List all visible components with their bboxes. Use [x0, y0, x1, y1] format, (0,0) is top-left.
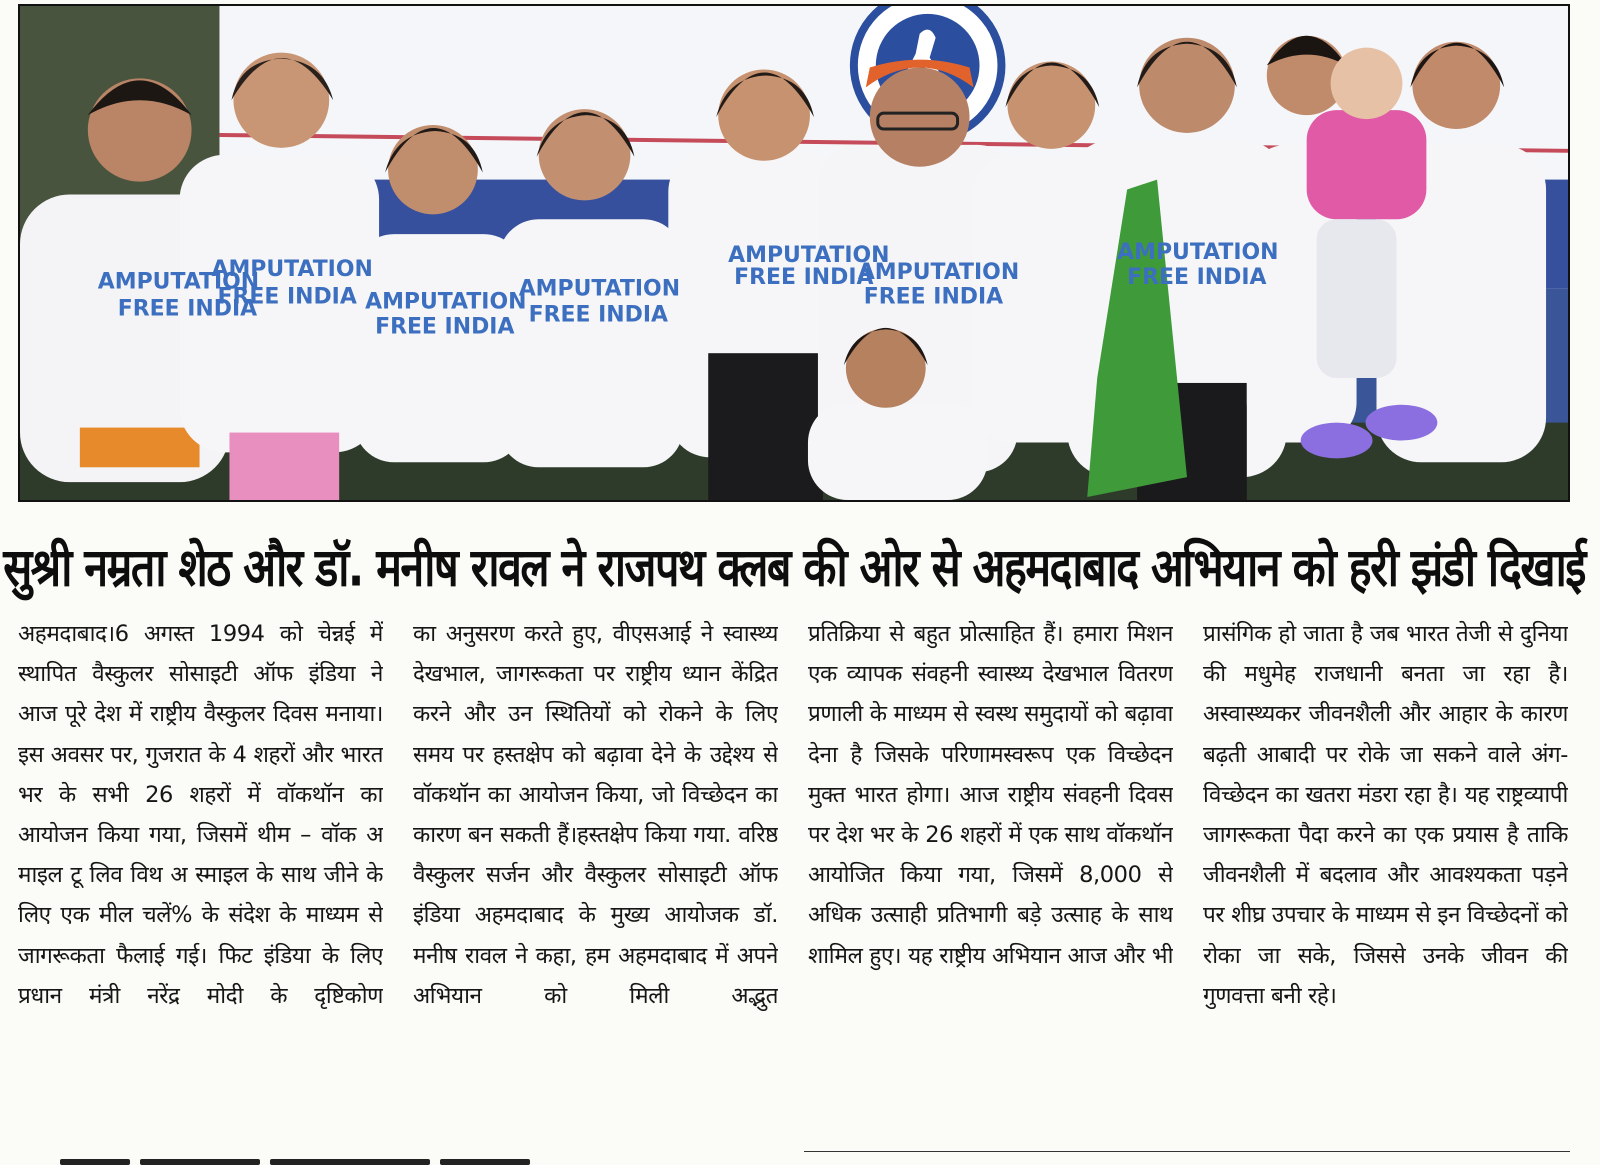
article-column-4: प्रासंगिक हो जाता है जब भारत तेजी से दुनिया की मधुमेह राजधानी बनता जा रहा है। अस्वास्थ्यकर जीवनशैली और आहार के कारण बढ़ती आबादी पर रोके जा सकने वाले अंग-विच्छेदन का खतरा मंडरा रहा है। यह राष्ट्रव्यापी जागरूकता पैदा करने का एक प्रयास है ताकि जीवनशैली में बदलाव और आवश्यकता पड़ने पर शीघ्र उपचार के माध्यम से इन विच्छेदनों को रोका जा सके, जिससे उनके जीवन की गुणवत्ता बनी रहे।: [1203, 621, 1568, 1009]
shirt-print-text: AMPUTATION: [211, 256, 373, 282]
shirt-print-text: AMPUTATION: [728, 242, 890, 268]
cropped-next-headline: [60, 1150, 620, 1165]
news-photo: [18, 4, 1570, 502]
shirt-print-text: AMPUTATION: [857, 259, 1020, 285]
article-column-2: का अनुसरण करते हुए, वीएसआई ने स्वास्थ्य देखभाल, जागरूकता पर राष्ट्रीय ध्यान केंद्रित करने और उन स्थितियों को रोकने के लिए समय पर हस्तक्षेप को बढ़ावा देने के उद्देश्य से वॉकथॉन का आयोजन किया, जो विच्छेदन का कारण बन सकती हैं।हस्तक्षेप किया गया. वरिष्ठ वैस्कुलर सर्जन और वैस्कुलर सोसाइटी ऑफ इंडिया अहमदाबाद के मुख्य आयोजक डॉ. मनीष रावल ने कहा, हम अहमदाबाद में अपने अभियान को मिली अद्भुत: [413, 621, 778, 1009]
shirt-print-text: FREE INDIA: [1127, 264, 1267, 290]
group-photo-illustration: [20, 6, 1568, 500]
shirt-print-text: FREE INDIA: [734, 264, 874, 290]
article-body: [18, 614, 1570, 1144]
shirt-print-text: FREE INDIA: [863, 284, 1004, 310]
shirt-print-text: AMPUTATION: [518, 276, 681, 302]
shirt-print-text: FREE INDIA: [375, 314, 515, 340]
shirt-print-text: FREE INDIA: [528, 302, 669, 328]
column-rule: [804, 1151, 1570, 1152]
shirt-print-text: AMPUTATION: [97, 269, 260, 295]
shirt-print-text: FREE INDIA: [117, 296, 258, 322]
shirt-print-text: FREE INDIA: [217, 284, 357, 310]
shirt-print-text: AMPUTATION: [365, 289, 527, 315]
article-column-1: अहमदाबाद।6 अगस्त 1994 को चेन्नई में स्थापित वैस्कुलर सोसाइटी ऑफ इंडिया ने आज पूरे देश में राष्ट्रीय वैस्कुलर दिवस मनाया।इस अवसर पर, गुजरात के 4 शहरों और भारत भर के सभी 26 शहरों में वॉकथॉन का आयोजन किया गया, जिसमें थीम – वॉक अ माइल टू लिव विथ अ स्माइल के साथ जीने के लिए एक मील चलें% के संदेश के माध्यम से जागरूकता फैलाई गई। फिट इंडिया के लिए प्रधान मंत्री नरेंद्र मोदी के दृष्टिकोण: [18, 621, 383, 1009]
shirt-print-text: AMPUTATION: [1117, 240, 1279, 265]
headline: सुश्री नम्रता शेठ और डॉ. मनीष रावल ने राजपथ क्लब की ओर से अहमदाबाद अभियान को हरी झंडी दिखाई: [3, 537, 1585, 599]
article-column-3: प्रतिक्रिया से बहुत प्रोत्साहित हैं। हमारा मिशन एक व्यापक संवहनी स्वास्थ्य देखभाल वितरण प्रणाली के माध्यम से स्वस्थ समुदायों को बढ़ावा देना है जिसके परिणामस्वरूप एक विच्छेदन मुक्त भारत होगा। आज राष्ट्रीय संवहनी दिवस पर देश भर के 26 शहरों में एक साथ वॉकथॉन आयोजित किया गया, जिसमें 8,000 से अधिक उत्साही प्रतिभागी बड़े उत्साह के साथ शामिल हुए। यह राष्ट्रीय अभियान आज और भी: [808, 621, 1173, 969]
